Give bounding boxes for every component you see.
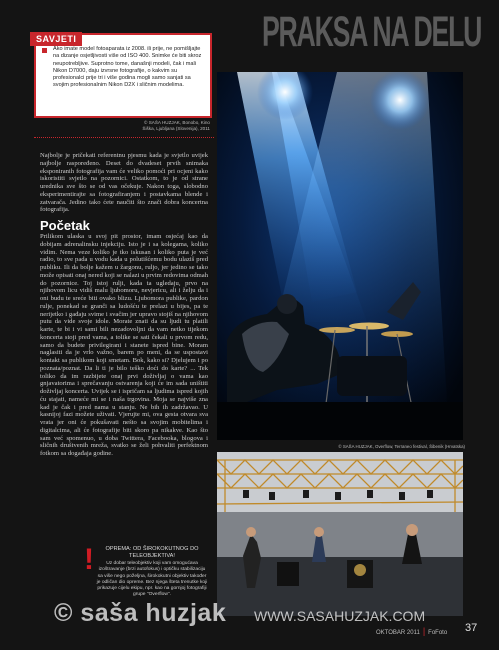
- page-number: 37: [465, 622, 478, 634]
- footer-separator: |: [422, 626, 426, 636]
- divider: [34, 137, 214, 138]
- page-footer: [376, 626, 447, 636]
- tips-text: Ako imate model fotoaparata iz 2008. ili prije, ne pomišljajte na dizanje osjetljivosti više od ISO 400. Snimke će biti skroz neupotrebljive. Suprotno tome, današnji modeli, čak i mali Nikon D7000, daju izvrsne fotografije, o kakvim su profesionalci prije tri i više godina mogli samo sanjati sa svojim profesionalnim Nikon D2X i sličnim modelima.: [53, 46, 202, 89]
- issue-date: OKTOBAR 2011: [376, 630, 420, 636]
- watermark-url: WWW.SASAHUZJAK.COM: [254, 608, 426, 624]
- watermark-logo: © saša huzjak: [54, 599, 227, 627]
- section-heading: Početak: [40, 218, 90, 233]
- photo-caption-concert: © SAŠA HUZJAK, Bonobo, Kino Šiška, Ljubljana (Slovenija), 2011: [142, 120, 210, 131]
- page-headline: PRAKSA NA DELU: [262, 8, 482, 56]
- magazine-name: FoFoto: [428, 630, 448, 636]
- tips-bullet-icon: [42, 48, 47, 53]
- concert-photo: [217, 72, 463, 440]
- photo-caption-festival: © SAŠA HUZJAK, Overflow, Terraneo festival, Šibenik (Hrvatska): [338, 444, 465, 449]
- warning-text: Uz dobar teleobjektiv koji vam omogućava izoštravanje (brzi autofokus) i optičku stabilizaciju sa više nego poželjna, širokokutni objektiv također je odličan dio opreme. Bez njega šteta trenutke koji prikazuje cijelu ekipu, npr. kao na gornjoj fotografiji grupe "Overflow".: [96, 561, 208, 598]
- article-body: Prilikom ulaska u svoj pit prostor, imam osjećaj kao da dobijam adrenalinsku injekciju. Isto je i sa kolegama, koliko vidim. Nema veze koliko je tko iskusan i koliko puta je već radio, to sve pada u vodu kada u polutišćemu bodu ulaziš pred publiku. Ili da bolje kažem u žargonu, ruljo, jer jedino se tako može opisati onaj nered koji se nalazi u prvim redovima odmah do pozornice. Toj istoj rulji, kada ta ugledaju, prvo na njihovom licu vidiš malu ljubomoru, nevjericu, ali i želju da i oni budu te sreće biti ovako blizu. Ljubomora publike, pardon rulje, ponekad se granči sa ludošću te prelazi u bijes, pa te nerijetko i gađaju svime i svačim jer upravo stojiš na njihovom putu da vide svoje idole. Morate znati da su ljudi tu platili karte, te bi i vi sami bili nezadovoljni da vam netko tijekom koncerta stoji pred vama, a tolike se sati čekali u prvom redu, samo da budete privilegirani i stanete ispred bine. Moram naglasiti da je vrlo važno, barem po meni, da se uspostavi kontakt sa publikom koji smetam. Bok, kako si? Djelujem i po poznata/poznat. Da li ti je bilo teško doći do karte? ... Tek toliko da im razbijete onaj prvi doživljaj o vama kao gnjavatorima i sprečavanju ostvarenja koji će im sada uništiti doživljaj koncerta. Uvijek se i ispričam sa ljudima ispred kojih ću stajati, nameće mi se i naša trgovina. Moja se najviše zna kad je čak i pred nama u stanju. Ne bih ih zadržavao. U kasnijoj fazi možete uživati. Vjerujte mi, ova gesta otvara sva vrata jer oni će pokušavati nešto sa svojim mobitelima i digitalcima, ali će fotografije biti skoro pa nikakve. Kao što sam već spomenuo, u doba Twittera, Facebooka, blogova i sličnih društvenih mreža, svatko se želi pohvaliti perfektnom fotkom sa događaja godine.: [40, 233, 208, 457]
- tips-label: SAVJETI: [30, 32, 82, 46]
- exclamation-icon: !: [84, 543, 94, 576]
- article-intro: Najbolje je pričekati referentnu pjesmu kada je svjetlo uvijek najbolje raspoređeno. Deset do dvadeset prvih snimaka eksponiranih fotografija vam će veliko pomoći pri ocjeni kako iskoristiti svjetlo na pozornici. Ostatkom, to je od strane urednika sve što se od vas očekuje. Nakon toga, slobodno eksperimentirajte sa fotografiranjem i postavkama blende i zatvarača. Jedino tako ćete naučiti što znači dobra koncertna fotografija.: [40, 152, 208, 214]
- warning-heading: OPREMA: OD ŠIROKOKUTNOG DO TELEOBJEKTIVA!: [105, 546, 199, 559]
- festival-photo: [217, 452, 463, 616]
